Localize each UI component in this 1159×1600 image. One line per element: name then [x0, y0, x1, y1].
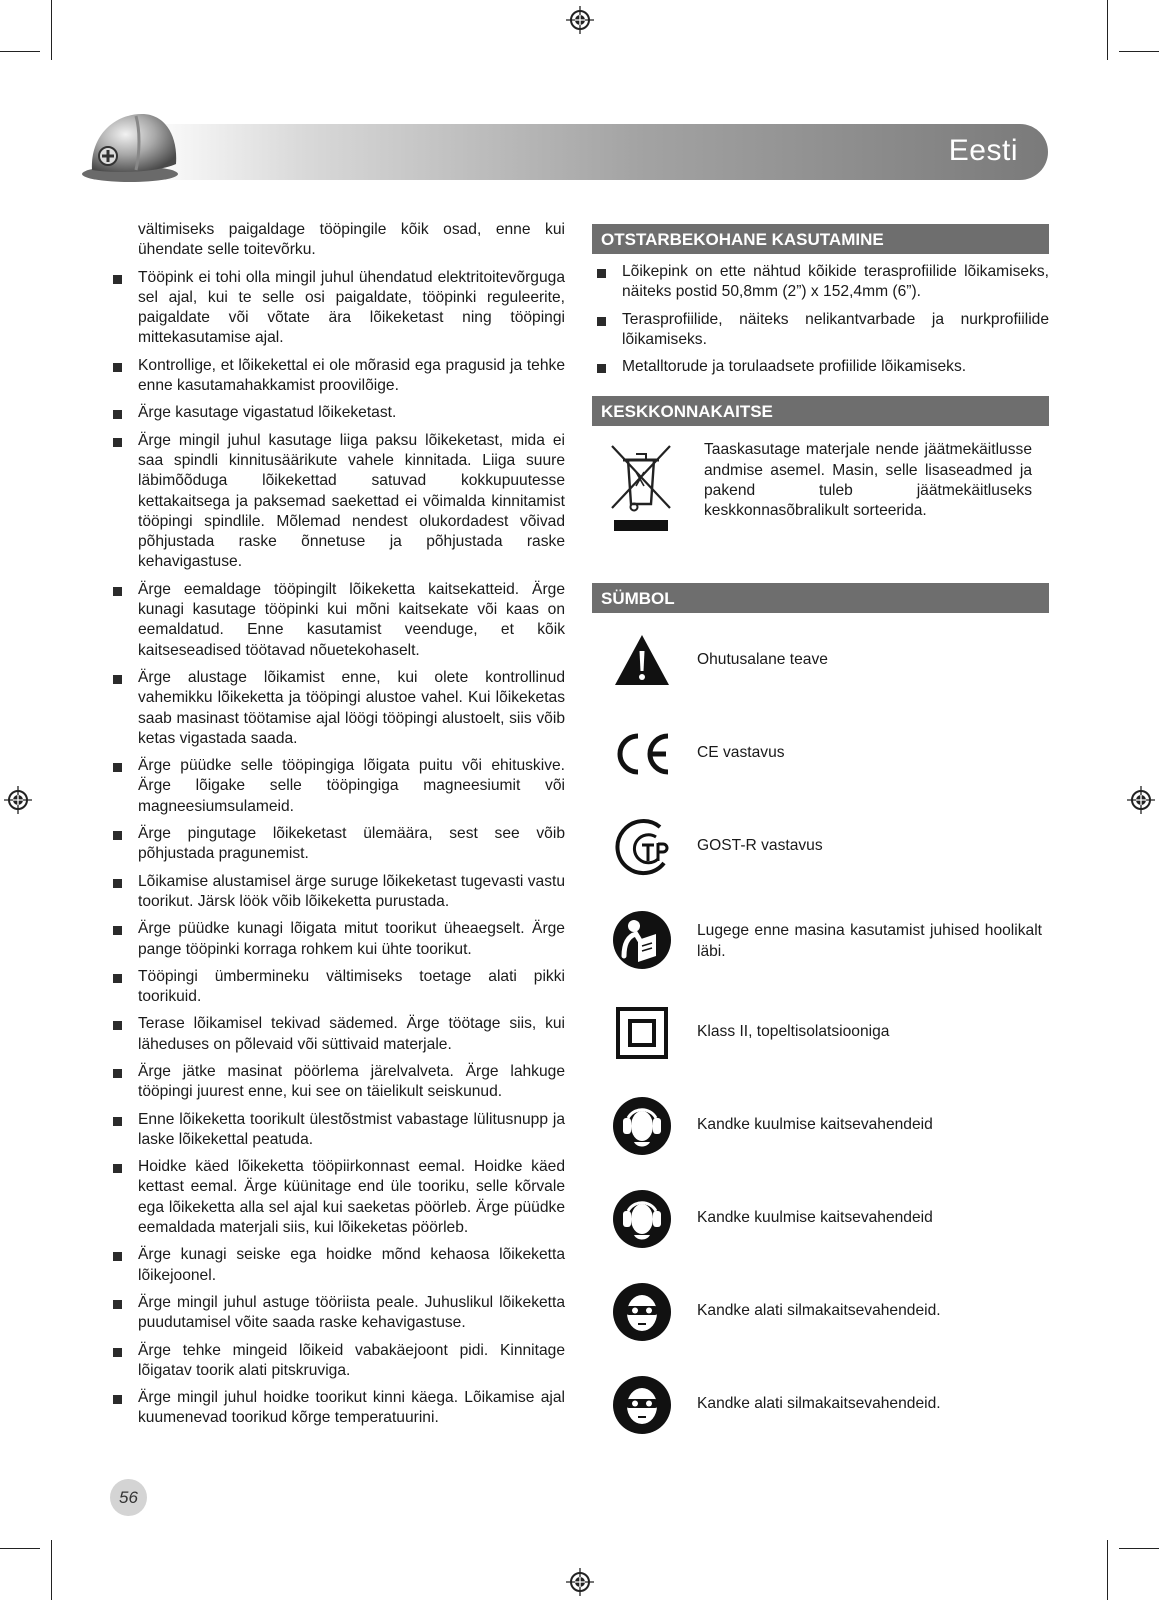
crop-mark: [0, 51, 40, 52]
registration-mark-icon: [1127, 786, 1155, 814]
intended-use-list: [592, 254, 1049, 377]
crop-mark: [51, 0, 52, 60]
list-item: Tööpink ei tohi olla mingil juhul ühendatud elektritoitevõrguga sel ajal, kui te selle osi paigaldate, tööpinki reguleerite, paigaldate või võtate ära lõikeketast ning tööpingi mittekasutamise ajal.: [110, 268, 565, 349]
symbol-list: [592, 617, 1049, 1454]
language-label: Eesti: [948, 134, 1018, 167]
list-item: Terase lõikamisel tekivad sädemed. Ärge töötage siis, kui läheduses on põlevaid või süttivaid materjale.: [110, 1014, 565, 1055]
crop-mark: [1107, 1540, 1108, 1600]
crop-mark: [1119, 51, 1159, 52]
symbol-label: Kandke kuulmise kaitsevahendeid: [697, 1209, 933, 1227]
crop-mark: [51, 1540, 52, 1600]
list-item: Ärge tehke mingeid lõikeid vabakäejoont pidi. Kinnitage lõigatav toorik alati pitskruviga.: [110, 1341, 565, 1382]
environment-block: [592, 438, 1049, 563]
symbol-label: Kandke alati silmakaitsevahendeid.: [697, 1395, 941, 1413]
ce-mark-icon: [612, 724, 672, 784]
symbol-label: Kandke alati silmakaitsevahendeid.: [697, 1302, 941, 1320]
crop-mark: [0, 1548, 40, 1549]
symbol-row: [592, 1361, 1049, 1454]
list-item: Enne lõikeketta toorikult ülestõstmist vabastage lülitusnupp ja laske lõikekettal peatuda.: [110, 1110, 565, 1151]
symbol-label: Ohutusalane teave: [697, 651, 828, 669]
list-item: Lõikepink on ette nähtud kõikide terasprofiilide lõikamiseks, näiteks postid 50,8mm (2”) x 152,4mm (6”).: [594, 262, 1049, 303]
list-item: Ärge kunagi seiske ega hoidke mõnd kehaosa lõikeketta lõikejoonel.: [110, 1245, 565, 1286]
list-item: Ärge püüdke selle tööpingiga lõigata puitu või ehituskive. Ärge lõigake selle tööpingiga magneesiumit või magneesiumsulameid.: [110, 756, 565, 817]
list-item: Terasprofiilide, näiteks nelikantvarbade ja nurkprofiilide lõikamiseks.: [594, 310, 1049, 351]
crossed-out-wheelie-bin-icon: [610, 444, 672, 536]
symbol-row: [592, 803, 1049, 896]
list-item: Kontrollige, et lõikekettal ei ole mõrasid ega pragusid ja tehke enne kasutamahakkamist proovilõige.: [110, 356, 565, 397]
list-item: Ärge kasutage vigastatud lõikeketast.: [110, 403, 565, 423]
symbol-label: Lugege enne masina kasutamist juhised hoolikalt läbi.: [697, 922, 1042, 960]
ear-protection-icon: [612, 1189, 672, 1249]
list-item: Lõikamise alustamisel ärge suruge lõikeketast tugevasti vastu toorikut. Järsk löök võib lõikeketta purustada.: [110, 872, 565, 913]
list-item: Ärge jätke masinat pöörlema järelvalveta. Ärge lahkuge tööpingi juurest enne, kui see on täielikult seiskunud.: [110, 1062, 565, 1103]
symbol-row: [592, 989, 1049, 1082]
symbol-row: [592, 710, 1049, 803]
crop-mark: [1119, 1548, 1159, 1549]
registration-mark-icon: [566, 6, 594, 34]
eye-protection-icon: [612, 1282, 672, 1342]
list-item: vältimiseks paigaldage tööpingile kõik osad, enne kui ühendate selle toitevõrku.: [138, 221, 565, 259]
page-number: 56: [110, 1479, 147, 1516]
list-item: Ärge mingil juhul kasutage liiga paksu lõikeketast, mida ei saa spindli kinnitusäärikute vahele kinnitada. Liiga suure läbimõõduga lõikekettad satuvad kokkupuutesse kettakaitsega ja paksemad saekettad ei võimalda kinnitamist tööpingi spindlile. Mõlemad nendest olukordadest võivad põhjustada raske õnnetuse ja põhjustada raske kehavigastuse.: [110, 431, 565, 573]
environment-text: Taaskasutage materjale nende jäätmekäitlusse andmise asemel. Masin, selle lisaseadmed ja pakend tuleb jäätmekäitluseks keskkonnasõbralikult sorteerida.: [704, 441, 1032, 520]
list-item: Ärge mingil juhul astuge tööriista peale. Juhuslikul lõikeketta puudutamisel võite saada raske kehavigastuse.: [110, 1293, 565, 1334]
symbol-label: GOST-R vastavus: [697, 837, 823, 855]
right-column: [592, 224, 1049, 1454]
crop-mark: [1107, 0, 1108, 60]
safety-helmet-icon: [78, 100, 188, 186]
symbol-row: [592, 617, 1049, 710]
symbol-row: [592, 896, 1049, 989]
symbol-row: [592, 1082, 1049, 1175]
list-item: Hoidke käed lõikeketta tööpiirkonnast eemal. Hoidke käed kettast eemal. Ärge küünitage end üle tooriku, selle kõrvale ega lõikeketta alla sel ajal kui saeketas pöörleb. Ärge püüdke eemaldada materjali siis, kui lõikeketas pöörleb.: [110, 1157, 565, 1238]
gost-r-mark-icon: [612, 817, 672, 877]
list-item: Ärge püüdke kunagi lõigata mitut toorikut üheaegselt. Ärge pange tööpinki korraga rohkem kui ühte toorikut.: [110, 919, 565, 960]
symbol-label: Klass II, topeltisolatsiooniga: [697, 1023, 890, 1041]
section-title-symbols: SÜMBOL: [592, 583, 1049, 613]
double-insulation-icon: [612, 1003, 672, 1063]
registration-mark-icon: [4, 786, 32, 814]
list-item: Ärge alustage lõikamist enne, kui olete kontrollinud vahemikku lõikeketta ja tööpingi alustoe vahel. Kui lõikeketas saab masinast töötamise ajal löögi tööpingi alustoelt, siis võib ketas vigastada saada.: [110, 668, 565, 749]
section-title-intended-use: OTSTARBEKOHANE KASUTAMINE: [592, 224, 1049, 254]
symbol-row: [592, 1175, 1049, 1268]
warning-triangle-icon: [612, 631, 672, 691]
symbol-row: [592, 1268, 1049, 1361]
ear-protection-icon: [612, 1096, 672, 1156]
list-item: Ärge mingil juhul hoidke toorikut kinni käega. Lõikamise ajal kuumenevad toorikud kõrge temperatuurini.: [110, 1388, 565, 1429]
eye-protection-icon: [612, 1375, 672, 1435]
symbol-label: Kandke kuulmise kaitsevahendeid: [697, 1116, 933, 1134]
list-item: Ärge eemaldage tööpingilt lõikeketta kaitsekatteid. Ärge kunagi kasutage tööpinki kui mõni kaitsekate või kaas on eemaldatud. Enne kasutamist veenduge, et kõik kaitseseadised töötavad nõuetekohaselt.: [110, 580, 565, 661]
header-band: [140, 124, 1048, 180]
section-title-environment: KESKKONNAKAITSE: [592, 396, 1049, 426]
read-manual-icon: [612, 910, 672, 970]
registration-mark-icon: [566, 1568, 594, 1596]
list-item: Ärge pingutage lõikeketast ülemäära, sest see võib põhjustada pragunemist.: [110, 824, 565, 865]
safety-instructions-list: [110, 220, 565, 1436]
symbol-label: CE vastavus: [697, 744, 785, 762]
list-item: Metalltorude ja torulaadsete profiilide lõikamiseks.: [594, 357, 1049, 377]
list-item: Tööpingi ümbermineku vältimiseks toetage alati pikki toorikuid.: [110, 967, 565, 1008]
